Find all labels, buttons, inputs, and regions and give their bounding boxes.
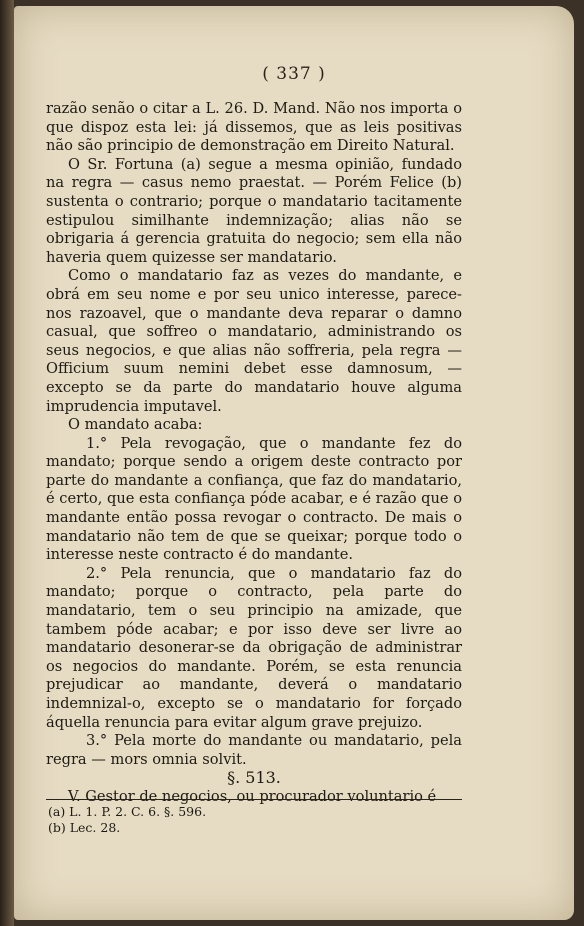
page-number: ( 337 ): [262, 64, 326, 84]
page-body: [46, 100, 462, 807]
footnote-rule: [46, 799, 462, 800]
paragraph-5: 1.° Pela revogação, que o mandante fez do mandato; porque sendo a origem deste contracto por parte do mandante a confiança, que faz do mandatario, é certo, que esta confiança póde acabar, e é razão que o mandante então possa revogar o contracto. De mais o mandatario não tem de que se queixar; porque todo o interesse neste contracto é do mandante.: [46, 434, 462, 564]
paragraph-6: 2.° Pela renuncia, que o mandatario faz do mandato; porque o contracto, pela parte do mandatario, tem o seu principio na amizade, que tambem póde acabar; e por isso deve ser livre ao mandatario desonerar-se da obrigação de administrar os negocios do mandante. Porém, se esta renuncia prejudicar ao mandante, deverá o mandatario indemnizal-o, excepto se o mandatario for forçado áquella renuncia para evitar algum grave prejuizo.: [46, 564, 462, 731]
section-heading: §. 513.: [227, 768, 281, 788]
paragraph-3: Como o mandatario faz as vezes do mandante, e obrá em seu nome e por seu unico interesse, parece-nos razoavel, que o mandante deva reparar o damno casual, que soffreo o mandatario, administrando os seus negocios, e que alias não soffreria, pela regra — Officium suum nemini debet esse damnosum, — excepto se da parte do mandatario houve alguma imprudencia imputavel.: [46, 267, 462, 415]
footnote-b: (b) Lec. 28.: [48, 820, 121, 835]
footnotes: [48, 804, 464, 836]
book-gutter: [0, 0, 14, 926]
paragraph-2: O Sr. Fortuna (a) segue a mesma opinião, fundado na regra — casus nemo praestat. — Porém Felice (b) sustenta o contrario; porque o mandatario tacitamente estipulou similhante indemnização; alias não se obrigaria á gerencia gratuita do negocio; sem ella não haveria quem quizesse ser mandatario.: [46, 155, 462, 266]
paragraph-4: O mandato acaba:: [68, 416, 203, 434]
catchline: V. Gestor de negocios, ou procurador voluntario é: [68, 787, 437, 805]
footnote-a: (a) L. 1. P. 2. C. 6. §. 596.: [48, 804, 207, 819]
book-page: [14, 6, 574, 920]
paragraph-7: 3.° Pela morte do mandante ou mandatario, pela regra — mors omnia solvit.: [46, 732, 462, 768]
paragraph-1: razão senão o citar a L. 26. D. Mand. Não nos importa o que dispoz esta lei: já dissemos, que as leis positivas não são principio de demonstração em Direito Natural.: [46, 100, 462, 155]
